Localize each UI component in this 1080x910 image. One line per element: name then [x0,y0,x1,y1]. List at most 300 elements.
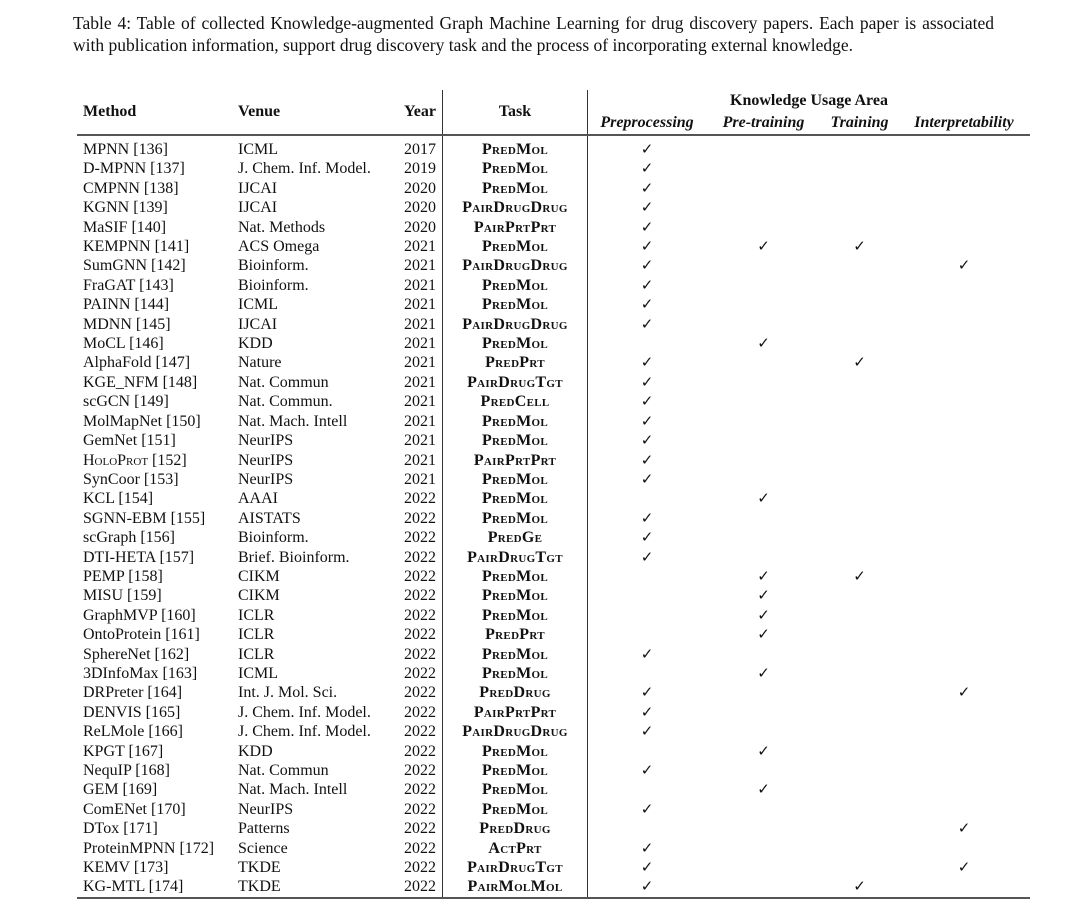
task-cell: PairPrtPrt [443,703,588,722]
table-row [77,179,1030,198]
table-row [77,664,1030,683]
method-cell: KGNN [139] [83,199,168,217]
interpretability-cell [898,470,1030,489]
year-cell: 2022 [404,859,436,877]
method-cell: MaSIF [140] [83,218,167,236]
preprocessing-cell [588,392,707,411]
task-cell: PredMol [443,761,588,780]
checkmark-icon: ✓ [757,663,770,682]
task-cell: PredMol [443,295,588,314]
year-cell: 2021 [404,315,436,333]
header-year: Year [404,103,436,120]
interpretability-cell [898,509,1030,528]
training-cell [821,295,898,314]
year-cell: 2022 [404,645,436,663]
task-cell: PairPrtPrt [443,218,588,237]
venue-cell: ACS Omega [238,238,320,256]
checkmark-icon: ✓ [640,140,654,158]
pre-training-cell [706,315,821,334]
training-cell [821,625,898,644]
pre-training-cell [706,295,821,314]
interpretability-cell [898,334,1030,353]
task-cell: PredPrt [443,625,588,644]
method-cell: KPGT [167] [83,742,164,760]
table-row [77,135,1030,159]
checkmark-icon: ✓ [640,372,654,391]
preprocessing-cell [588,567,707,586]
method-cell: 3DInfoMax [163] [83,664,198,682]
method-cell: DTox [171] [83,820,158,838]
header-knowledge-usage-area: Knowledge Usage Area [588,90,1031,112]
interpretability-cell [898,392,1030,411]
interpretability-cell [898,606,1030,625]
pre-training-cell [706,625,821,644]
method-cell: KCL [154] [83,490,154,508]
training-cell [821,392,898,411]
interpretability-cell [898,295,1030,314]
preprocessing-cell [588,645,707,664]
checkmark-icon: ✓ [640,431,654,450]
pre-training-cell [706,664,821,683]
venue-cell: ICLR [238,645,275,663]
interpretability-cell [898,683,1030,702]
task-cell: PairDrugTgt [443,858,588,877]
year-cell: 2021 [404,296,436,314]
method-cell: SumGNN [142] [83,257,186,275]
method-cell: MDNN [145] [83,315,171,333]
table-row [77,392,1030,411]
method-cell: KG-MTL [174] [83,878,184,896]
method-cell: GemNet [151] [83,432,176,450]
checkmark-icon: ✓ [640,275,654,294]
venue-cell: ICML [238,141,278,158]
checkmark-icon: ✓ [853,353,866,372]
method-cell: SGNN-EBM [155] [83,509,206,527]
table-row [77,412,1030,431]
interpretability-cell [898,839,1030,858]
table-row [77,586,1030,605]
task-cell: PredMol [443,412,588,431]
training-cell [821,198,898,217]
training-cell [821,703,898,722]
checkmark-icon: ✓ [640,838,654,857]
method-cell: ProteinMPNN [172] [83,839,215,857]
task-cell: PredMol [443,159,588,178]
year-cell: 2021 [404,451,436,469]
method-cell: scGraph [156] [83,529,175,547]
year-cell: 2022 [404,548,436,566]
venue-cell: NeurIPS [238,451,294,469]
checkmark-icon: ✓ [957,683,971,702]
interpretability-cell [898,722,1030,741]
checkmark-icon: ✓ [640,217,654,236]
table-row [77,276,1030,295]
training-cell [821,858,898,877]
header-method: Method [83,103,137,120]
training-cell [821,528,898,547]
task-cell: PredGe [443,528,588,547]
pre-training-cell [706,256,821,275]
checkmark-icon: ✓ [640,178,654,197]
method-cell: NequIP [168] [83,762,170,779]
task-cell: PredMol [443,489,588,508]
table-row [77,800,1030,819]
table-row [77,858,1030,877]
task-cell: PredMol [443,431,588,450]
header-training: Training [830,114,889,131]
preprocessing-cell [588,819,707,838]
training-cell [821,509,898,528]
pre-training-cell [706,703,821,722]
checkmark-icon: ✓ [757,741,770,760]
preprocessing-cell [588,451,707,470]
training-cell [821,567,898,586]
year-cell: 2022 [404,626,436,644]
training-cell [821,353,898,372]
checkmark-icon: ✓ [757,237,770,256]
training-cell [821,135,898,159]
task-cell: PredMol [443,606,588,625]
year-cell: 2022 [404,509,436,527]
method-cell: SphereNet [162] [83,645,190,663]
checkmark-icon: ✓ [640,159,654,178]
interpretability-cell [898,256,1030,275]
venue-cell: IJCAI [238,179,278,197]
method-cell: HoloProt [152] [83,451,187,469]
training-cell [821,159,898,178]
pre-training-cell [706,742,821,761]
preprocessing-cell [588,586,707,605]
venue-cell: ICLR [238,626,275,644]
venue-cell: Science [238,839,288,857]
pre-training-cell [706,819,821,838]
training-cell [821,218,898,237]
venue-cell: AAAI [238,490,278,508]
training-cell [821,470,898,489]
venue-cell: CIKM [238,567,280,585]
pre-training-cell [706,218,821,237]
task-cell: PredMol [443,509,588,528]
preprocessing-cell [588,800,707,819]
checkmark-icon: ✓ [853,877,866,896]
pre-training-cell [706,877,821,897]
table-row [77,334,1030,353]
venue-cell: IJCAI [238,315,278,333]
venue-cell: Nat. Commun [238,762,329,779]
table-row [77,761,1030,780]
table-row [77,509,1030,528]
checkmark-icon: ✓ [640,644,654,663]
pre-training-cell [706,489,821,508]
pre-training-cell [706,858,821,877]
table-body [77,135,1030,898]
preprocessing-cell [588,256,707,275]
checkmark-icon: ✓ [853,566,866,585]
preprocessing-cell [588,742,707,761]
year-cell: 2021 [404,393,436,411]
preprocessing-cell [588,683,707,702]
checkmark-icon: ✓ [757,625,770,644]
task-cell: PredDrug [443,819,588,838]
checkmark-icon: ✓ [957,256,971,275]
table-header [77,90,1030,135]
table-row [77,237,1030,256]
method-cell: ReLMole [166] [83,723,183,741]
year-cell: 2022 [404,723,436,741]
interpretability-cell [898,451,1030,470]
interpretability-cell [898,567,1030,586]
interpretability-cell [898,877,1030,897]
method-cell: KEMV [173] [83,859,169,877]
interpretability-cell [898,237,1030,256]
checkmark-icon: ✓ [640,858,654,877]
preprocessing-cell [588,877,707,897]
year-cell: 2022 [404,800,436,818]
preprocessing-cell [588,237,707,256]
year-cell: 2021 [404,276,436,294]
pre-training-cell [706,135,821,159]
venue-cell: ICML [238,664,278,682]
training-cell [821,839,898,858]
method-cell: ComENet [170] [83,800,186,818]
table-row [77,431,1030,450]
training-cell [821,373,898,392]
preprocessing-cell [588,373,707,392]
pre-training-cell [706,548,821,567]
task-cell: PredMol [443,179,588,198]
header-interpretability: Interpretability [914,114,1014,131]
year-cell: 2021 [404,238,436,256]
year-cell: 2022 [404,490,436,508]
header-venue: Venue [238,103,281,120]
task-cell: ActPrt [443,839,588,858]
checkmark-icon: ✓ [640,877,654,896]
table-row [77,353,1030,372]
preprocessing-cell [588,780,707,799]
pre-training-cell [706,606,821,625]
method-cell: MolMapNet [150] [83,412,201,430]
venue-cell: CIKM [238,587,280,605]
checkmark-icon: ✓ [757,489,770,508]
interpretability-cell [898,800,1030,819]
interpretability-cell [898,489,1030,508]
table-row [77,567,1030,586]
pre-training-cell [706,412,821,431]
preprocessing-cell [588,276,707,295]
venue-cell: Nat. Mach. Intell [238,412,348,430]
year-cell: 2022 [404,762,436,779]
checkmark-icon: ✓ [757,586,770,605]
interpretability-cell [898,198,1030,217]
preprocessing-cell [588,218,707,237]
year-cell: 2021 [404,412,436,430]
checkmark-icon: ✓ [957,819,971,838]
preprocessing-cell [588,135,707,159]
pre-training-cell [706,237,821,256]
task-cell: PredMol [443,780,588,799]
year-cell: 2022 [404,781,436,799]
method-cell: FraGAT [143] [83,276,174,294]
checkmark-icon: ✓ [640,761,654,779]
year-cell: 2022 [404,703,436,721]
task-cell: PredMol [443,276,588,295]
year-cell: 2021 [404,335,436,353]
preprocessing-cell [588,295,707,314]
task-cell: PredPrt [443,353,588,372]
training-cell [821,664,898,683]
year-cell: 2021 [404,432,436,450]
pre-training-cell [706,761,821,780]
task-cell: PredMol [443,334,588,353]
training-cell [821,780,898,799]
interpretability-cell [898,742,1030,761]
pre-training-cell [706,586,821,605]
checkmark-icon: ✓ [757,566,770,585]
venue-cell: Nat. Mach. Intell [238,781,348,799]
task-cell: PairDrugTgt [443,548,588,567]
interpretability-cell [898,858,1030,877]
method-cell: SynCoor [153] [83,470,179,488]
method-cell: MoCL [146] [83,335,164,353]
training-cell [821,489,898,508]
training-cell [821,334,898,353]
method-cell: DTI-HETA [157] [83,548,195,566]
checkmark-icon: ✓ [640,683,654,702]
checkmark-icon: ✓ [957,858,971,877]
pre-training-cell [706,470,821,489]
checkmark-icon: ✓ [640,237,654,256]
task-cell: PairDrugDrug [443,315,588,334]
task-cell: PredCell [443,392,588,411]
method-cell: AlphaFold [147] [83,354,191,372]
venue-cell: KDD [238,335,273,353]
interpretability-cell [898,412,1030,431]
year-cell: 2022 [404,742,436,760]
venue-cell: ICLR [238,606,275,624]
pre-training-cell [706,198,821,217]
table-row [77,780,1030,799]
preprocessing-cell [588,722,707,741]
venue-cell: Nat. Commun. [238,393,333,411]
table-row [77,722,1030,741]
year-cell: 2022 [404,529,436,547]
preprocessing-cell [588,179,707,198]
training-cell [821,412,898,431]
table-row [77,548,1030,567]
task-cell: PredMol [443,135,588,159]
table-row [77,528,1030,547]
training-cell [821,606,898,625]
year-cell: 2022 [404,878,436,896]
task-cell: PredMol [443,664,588,683]
table-row [77,218,1030,237]
method-cell: scGCN [149] [83,393,169,411]
year-cell: 2021 [404,470,436,488]
year-cell: 2017 [404,141,436,158]
training-cell [821,761,898,780]
venue-cell: Nature [238,354,282,372]
pre-training-cell [706,373,821,392]
table-row [77,839,1030,858]
table-row [77,315,1030,334]
method-cell: KGE_NFM [148] [83,373,198,391]
table-row [77,877,1030,897]
pre-training-cell [706,528,821,547]
interpretability-cell [898,780,1030,799]
task-cell: PredMol [443,237,588,256]
checkmark-icon: ✓ [640,508,654,527]
checkmark-icon: ✓ [640,547,654,566]
header-preprocessing: Preprocessing [588,112,707,135]
checkmark-icon: ✓ [757,605,770,624]
year-cell: 2021 [404,354,436,372]
venue-cell: NeurIPS [238,800,294,818]
method-cell: CMPNN [138] [83,179,179,197]
training-cell [821,586,898,605]
preprocessing-cell [588,509,707,528]
table-row [77,606,1030,625]
preprocessing-cell [588,489,707,508]
interpretability-cell [898,645,1030,664]
interpretability-cell [898,159,1030,178]
interpretability-cell [898,548,1030,567]
method-cell: GEM [169] [83,781,158,799]
preprocessing-cell [588,412,707,431]
training-cell [821,256,898,275]
interpretability-cell [898,819,1030,838]
venue-cell: Patterns [238,820,290,838]
interpretability-cell [898,373,1030,392]
checkmark-icon: ✓ [640,256,654,275]
preprocessing-cell [588,528,707,547]
method-cell: OntoProtein [161] [83,626,200,644]
year-cell: 2019 [404,160,436,178]
venue-cell: Nat. Commun [238,373,329,391]
method-cell: DENVIS [165] [83,703,181,721]
training-cell [821,722,898,741]
pre-training-cell [706,722,821,741]
table-row [77,683,1030,702]
interpretability-cell [898,431,1030,450]
method-cell: MISU [159] [83,587,162,605]
pre-training-cell [706,567,821,586]
interpretability-cell [898,353,1030,372]
table-row [77,489,1030,508]
pre-training-cell [706,509,821,528]
interpretability-cell [898,315,1030,334]
preprocessing-cell [588,353,707,372]
venue-cell: Bioinform. [238,276,309,294]
checkmark-icon: ✓ [757,780,770,799]
interpretability-cell [898,528,1030,547]
interpretability-cell [898,135,1030,159]
interpretability-cell [898,761,1030,780]
interpretability-cell [898,276,1030,295]
year-cell: 2020 [404,199,436,217]
interpretability-cell [898,664,1030,683]
year-cell: 2020 [404,218,436,236]
venue-cell: J. Chem. Inf. Model. [238,703,371,721]
checkmark-icon: ✓ [640,702,654,721]
preprocessing-cell [588,625,707,644]
method-cell: KEMPNN [141] [83,238,190,256]
venue-cell: J. Chem. Inf. Model. [238,160,371,178]
venue-cell: Bioinform. [238,257,309,275]
training-cell [821,683,898,702]
task-cell: PairDrugDrug [443,722,588,741]
preprocessing-cell [588,334,707,353]
method-cell: MPNN [136] [83,141,168,158]
